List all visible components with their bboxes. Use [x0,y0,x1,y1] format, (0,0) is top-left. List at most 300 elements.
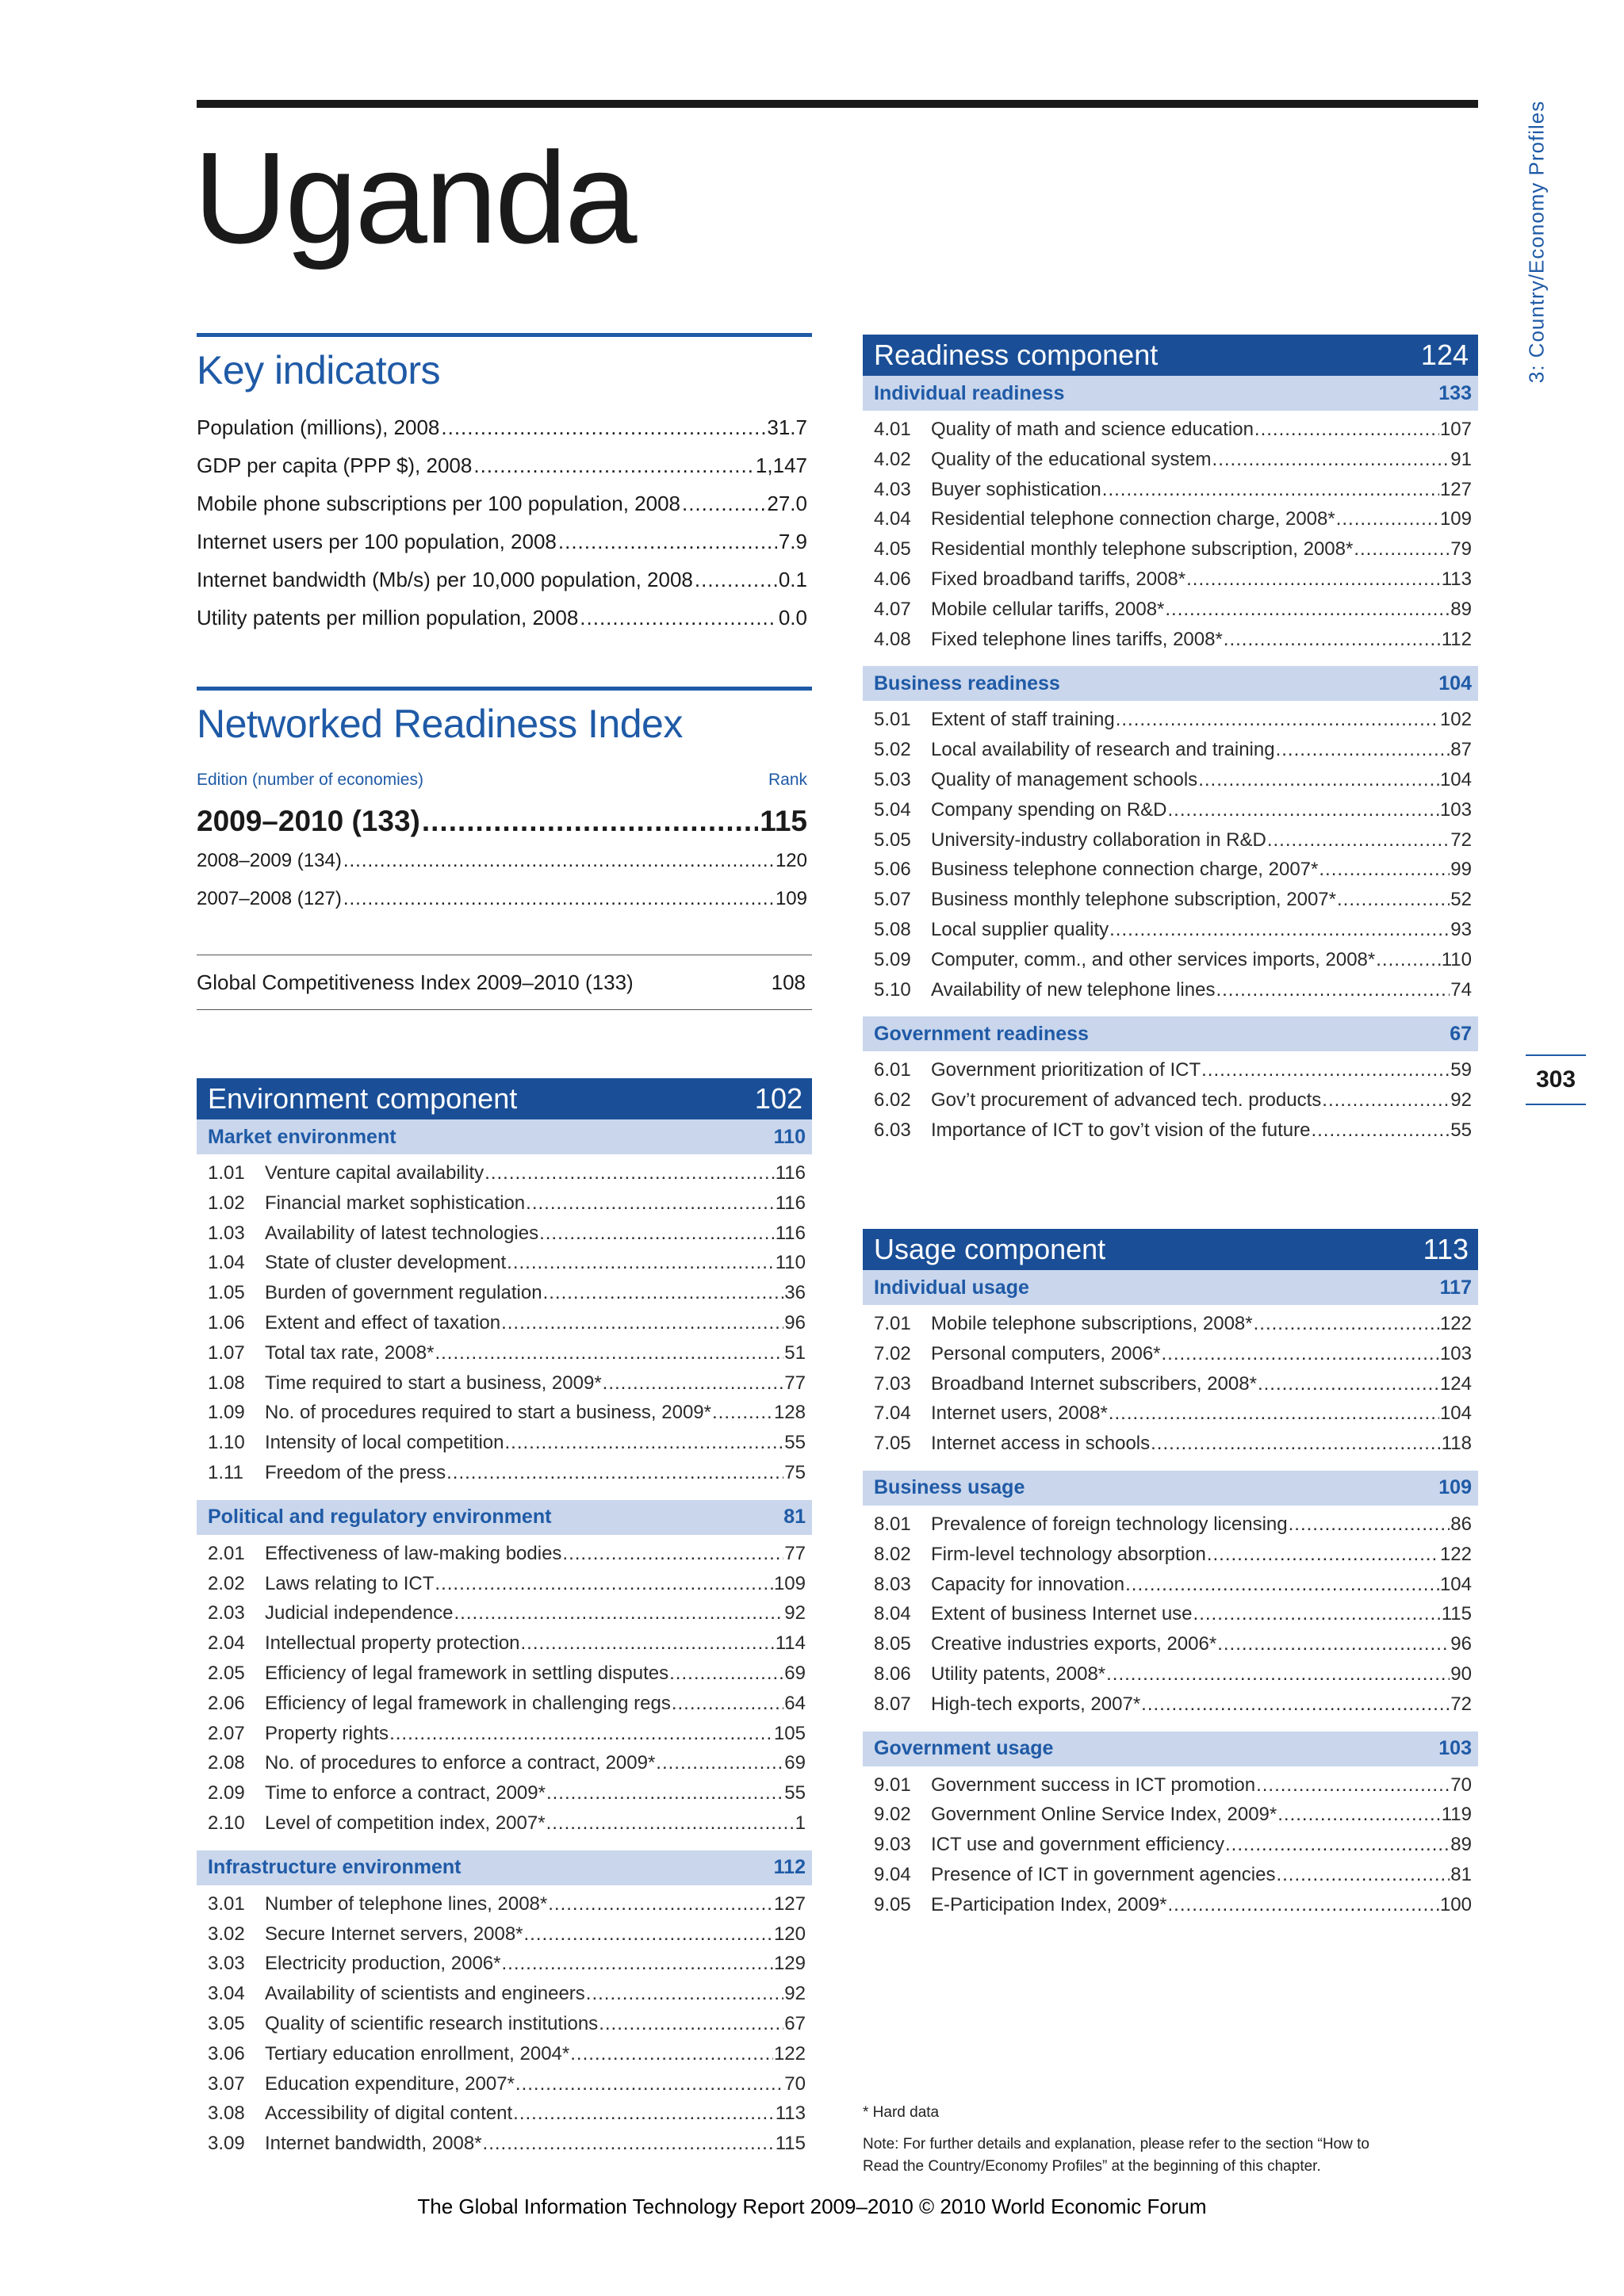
subsection-header [863,666,1478,701]
dot-leader [599,2013,783,2035]
indicator-rank: 72 [1450,1693,1472,1715]
nri-edition-row-label: 2007–2008 (127) [197,888,342,909]
dot-leader [1376,949,1440,971]
usage-component-header [863,1229,1478,1270]
dot-leader [505,1432,784,1454]
subsection-items [863,1051,1478,1157]
indicator-rank: 118 [1441,1433,1472,1455]
dot-leader [1256,1774,1450,1797]
indicator-rank: 92 [784,1983,806,2005]
indicator-rank: 72 [1450,828,1472,851]
page-footer: The Global Information Technology Report 2009–2010 © 2010 World Economic Forum [417,2195,1207,2218]
dot-leader [1322,1089,1450,1112]
dot-leader [1207,1544,1439,1566]
indicator-row [874,449,1472,479]
dot-leader [524,1923,773,1946]
indicator-code: 9.02 [874,1804,911,1826]
subsection-header [863,376,1478,411]
dot-leader [483,2133,775,2155]
indicator-label: Efficiency of legal framework in challenging regs [265,1692,671,1714]
indicator-rank: 59 [1450,1059,1472,1081]
indicator-label: Fixed broadband tariffs, 2008* [931,568,1186,590]
indicator-label: Laws relating to ICT [265,1572,435,1594]
key-indicator-row [197,415,807,453]
indicator-row [874,1603,1472,1633]
dot-leader [1168,1894,1439,1916]
indicator-label: Extent and effect of taxation [265,1311,501,1334]
indicator-rank: 64 [784,1692,806,1714]
indicator-code: 2.01 [208,1542,245,1564]
indicator-row [874,1834,1472,1864]
indicator-rank: 100 [1439,1893,1472,1915]
indicator-code: 1.11 [208,1461,243,1483]
indicator-row [874,1089,1472,1119]
indicator-row [208,1543,806,1573]
indicator-rank: 87 [1450,739,1472,761]
nri-title: Networked Readiness Index [197,702,683,746]
indicator-label: Availability of latest technologies [265,1222,539,1244]
indicator-code: 2.03 [208,1602,245,1624]
indicator-code: 8.07 [874,1693,911,1715]
indicator-rank: 102 [1439,709,1472,731]
indicator-row [208,1983,806,2013]
dot-leader [1336,508,1439,530]
subsection-items [863,1506,1478,1732]
readiness-component [863,335,1478,1158]
indicator-row [874,799,1472,829]
indicator-label: Quality of the educational system [931,448,1212,470]
dot-leader [570,2043,773,2065]
key-indicator-row-value: 0.0 [778,606,807,629]
indicator-label: Total tax rate, 2008* [265,1341,435,1364]
indicator-label: Government success in ICT promotion [931,1774,1256,1796]
key-indicator-row-value: 1,147 [755,453,807,477]
indicator-rank: 52 [1450,889,1472,911]
subsection-items [863,411,1478,666]
key-indicator-row-label: Internet bandwidth (Mb/s) per 10,000 population, 2008 [197,568,693,591]
component-rank: 102 [754,1082,802,1115]
indicator-label: Broadband Internet subscribers, 2008* [931,1372,1257,1395]
gci-value: 108 [771,970,806,994]
indicator-row [208,1312,806,1342]
dot-leader [1277,1804,1440,1826]
dot-leader [1186,568,1441,591]
indicator-row [208,2013,806,2043]
indicator-code: 5.06 [874,859,911,881]
dot-leader [1337,889,1450,911]
indicator-code: 4.07 [874,598,911,620]
dot-leader [513,2103,775,2125]
indicator-row [208,1923,806,1954]
indicator-code: 4.04 [874,508,911,530]
dot-leader [435,1573,773,1595]
indicator-rank: 91 [1450,448,1472,470]
indicator-label: No. of procedures required to start a business, 2009* [265,1402,711,1424]
indicator-rank: 116 [775,1192,806,1214]
indicator-row [874,1433,1472,1463]
indicator-label: Internet users, 2008* [931,1402,1108,1425]
indicator-label: E-Participation Index, 2009* [931,1893,1167,1915]
dot-leader [1109,919,1450,941]
key-indicator-row [197,453,807,492]
indicator-row [874,1693,1472,1724]
indicator-row [208,1893,806,1923]
rank-label: Rank [768,771,807,789]
indicator-label: Time required to start a business, 2009* [265,1372,602,1394]
subsection-title: Government usage [874,1737,1054,1760]
indicator-rank: 92 [1450,1089,1472,1112]
dot-leader [695,568,777,592]
dot-leader [586,1983,784,2005]
dot-leader [543,1282,784,1304]
indicator-rank: 36 [784,1282,806,1304]
indicator-rank: 86 [1450,1513,1472,1535]
indicator-row [874,1402,1472,1433]
indicator-label: Internet bandwidth, 2008* [265,2133,482,2155]
gci-row [197,955,812,1010]
indicator-row [874,1574,1472,1604]
dot-leader [1216,979,1450,1001]
indicator-label: Electricity production, 2006* [265,1953,501,1975]
indicator-label: Buyer sophistication [931,478,1101,500]
indicator-code: 4.03 [874,478,911,500]
indicator-code: 8.01 [874,1513,911,1535]
subsection-rank: 67 [1450,1022,1472,1045]
indicator-row [874,829,1472,859]
dot-leader [507,1252,775,1274]
subsection-rank: 133 [1438,381,1472,404]
indicator-label: Local availability of research and training [931,739,1275,761]
indicator-rank: 89 [1450,598,1472,620]
indicator-label: Business telephone connection charge, 2007* [931,859,1319,881]
dot-leader [562,1543,783,1565]
dot-leader [343,888,774,910]
dot-leader [1224,629,1441,651]
top-rule [197,100,1478,108]
indicator-row [208,1282,806,1312]
indicator-label: Gov’t procurement of advanced tech. products [931,1089,1322,1112]
dot-leader [546,1812,795,1835]
dot-leader [441,415,765,440]
indicator-rank: 75 [784,1461,806,1483]
indicator-label: Intellectual property protection [265,1632,520,1655]
indicator-row [208,1402,806,1432]
dot-leader [669,1663,783,1685]
indicator-label: Quality of management schools [931,768,1198,790]
indicator-label: Utility patents, 2008* [931,1663,1106,1685]
indicator-label: Secure Internet servers, 2008* [265,1923,523,1945]
indicator-row [208,1723,806,1753]
side-tab [1521,95,1553,388]
nri-rule [197,687,812,691]
indicator-label: Judicial independence [265,1602,454,1624]
indicator-row [874,739,1472,769]
key-indicator-row-label: Internet users per 100 population, 2008 [197,530,557,553]
indicator-row [874,1663,1472,1693]
indicator-rank: 110 [1441,948,1472,970]
indicator-label: Intensity of local competition [265,1432,504,1454]
usage-component [863,1229,1478,1932]
indicator-row [208,1432,806,1462]
readiness-component-header [863,335,1478,376]
dot-leader [435,1342,783,1364]
hard-data-note: * Hard data [863,2104,940,2121]
indicator-code: 2.05 [208,1662,245,1684]
key-indicator-row-value: 7.9 [778,530,807,553]
indicator-row [874,949,1472,979]
indicator-code: 6.02 [874,1089,911,1112]
component-rank: 124 [1420,339,1469,371]
indicator-code: 1.07 [208,1341,245,1364]
indicator-row [874,419,1472,449]
dot-leader [485,1162,775,1184]
dot-leader [1354,538,1450,561]
indicator-code: 1.08 [208,1372,245,1394]
indicator-code: 3.09 [208,2133,245,2155]
indicator-rank: 128 [773,1402,806,1424]
key-indicator-row-value: 31.7 [767,415,807,439]
indicator-rank: 99 [1450,859,1472,881]
key-indicator-row-value: 0.1 [778,568,807,591]
subsection-title: Individual readiness [874,381,1065,404]
indicator-rank: 113 [1441,568,1472,590]
indicator-rank: 96 [784,1311,806,1334]
note-line-2: Read the Country/Economy Profiles” at the beginning of this chapter. [863,2158,1321,2175]
indicator-row [208,1693,806,1723]
indicator-code: 4.05 [874,538,911,561]
nri-edition-row-value: 109 [775,888,807,909]
dot-leader [603,1372,784,1395]
indicator-label: Burden of government regulation [265,1282,542,1304]
dot-leader [1254,1313,1439,1335]
dot-leader [1217,1633,1450,1655]
indicator-row [874,919,1472,949]
indicator-code: 5.08 [874,918,911,940]
dot-leader [1125,1574,1439,1596]
indicator-label: No. of procedures to enforce a contract, 2009* [265,1752,656,1774]
indicator-rank: 81 [1450,1863,1472,1885]
nri-main-value: 115 [760,805,807,837]
indicator-label: High-tech exports, 2007* [931,1693,1141,1715]
indicator-row [874,1119,1472,1150]
indicator-code: 3.08 [208,2103,245,2125]
environment-component-header [197,1078,812,1119]
indicator-code: 5.10 [874,978,911,1001]
dot-leader [539,1223,775,1245]
dot-leader [712,1402,773,1424]
key-indicator-row [197,568,807,606]
key-indicators-title: Key indicators [197,348,441,392]
indicator-rank: 70 [784,2072,806,2095]
indicator-code: 4.08 [874,628,911,650]
dot-leader [1276,739,1450,761]
indicator-rank: 69 [784,1662,806,1684]
indicator-rank: 115 [1441,1603,1472,1625]
indicator-rank: 70 [1450,1774,1472,1796]
page-title: Uganda [193,125,635,270]
indicator-code: 1.10 [208,1432,245,1454]
indicator-rank: 119 [1441,1804,1472,1826]
dot-leader [1109,1402,1439,1425]
dot-leader [446,1462,783,1484]
key-indicators-list [197,415,807,644]
indicator-code: 5.05 [874,828,911,851]
nri-column-header [197,771,807,790]
indicator-label: Company spending on R&D [931,798,1167,821]
indicator-rank: 120 [773,1923,806,1945]
indicator-row [874,979,1472,1009]
indicator-label: Prevalence of foreign technology licensing [931,1513,1288,1535]
dot-leader [521,1632,775,1655]
subsection-title: Infrastructure environment [208,1856,462,1879]
dot-leader [1162,1343,1439,1365]
indicator-row [874,1633,1472,1663]
dot-leader [501,1312,783,1334]
indicator-code: 1.06 [208,1311,245,1334]
indicator-label: Mobile telephone subscriptions, 2008* [931,1313,1253,1334]
subsection-title: Political and regulatory environment [208,1506,552,1529]
indicator-rank: 92 [784,1602,806,1624]
indicator-rank: 1 [795,1812,806,1834]
subsection-header [197,1119,812,1154]
indicator-rank: 79 [1450,538,1472,561]
indicator-rank: 90 [1450,1663,1472,1685]
subsection-items [197,1885,812,2171]
indicator-label: Quality of scientific research institutions [265,2012,599,2034]
indicator-rank: 104 [1439,768,1472,790]
subsection-rank: 117 [1439,1276,1472,1299]
indicator-code: 2.07 [208,1722,245,1744]
key-indicator-row [197,530,807,568]
gci-label: Global Competitiveness Index 2009–2010 (133) [197,970,634,994]
indicator-row [208,1462,806,1492]
dot-leader [389,1723,773,1745]
indicator-code: 2.09 [208,1782,245,1804]
indicator-row [208,1372,806,1402]
side-tab-label: 3: Country/Economy Profiles [1524,100,1549,384]
indicator-rank: 122 [773,2042,806,2064]
indicator-code: 9.04 [874,1863,911,1885]
dot-leader [454,1602,784,1624]
subsection-header [197,1850,812,1885]
indicator-label: Venture capital availability [265,1162,485,1184]
component-title: Environment component [208,1082,518,1115]
indicator-rank: 89 [1450,1834,1472,1856]
indicator-rank: 51 [784,1341,806,1364]
indicator-code: 4.02 [874,448,911,470]
indicator-label: Government Online Service Index, 2009* [931,1804,1277,1826]
indicator-code: 2.10 [208,1812,245,1834]
subsection-header [197,1500,812,1535]
dot-leader [1276,1864,1450,1886]
indicator-rank: 127 [773,1892,806,1915]
subsection-items [863,1766,1478,1932]
indicator-code: 1.01 [208,1162,245,1184]
indicator-code: 5.07 [874,889,911,911]
indicator-code: 3.05 [208,2012,245,2034]
indicator-label: Freedom of the press [265,1461,446,1483]
indicator-row [874,1544,1472,1574]
indicator-rank: 114 [775,1632,806,1655]
indicator-rank: 129 [773,1953,806,1975]
subsection-title: Individual usage [874,1276,1029,1299]
subsection-title: Market environment [208,1125,396,1148]
indicator-code: 2.08 [208,1752,245,1774]
component-title: Readiness component [874,339,1159,371]
dot-leader [1106,1663,1450,1686]
indicator-code: 1.05 [208,1282,245,1304]
indicator-row [874,1774,1472,1804]
indicator-code: 8.02 [874,1543,911,1565]
indicator-row [874,1059,1472,1089]
indicator-code: 1.09 [208,1402,245,1424]
indicator-label: Extent of business Internet use [931,1603,1193,1625]
dot-leader [1212,449,1450,471]
indicator-label: Residential telephone connection charge, 2008* [931,508,1335,530]
page-number: 303 [1526,1054,1586,1105]
indicator-rank: 122 [1439,1313,1472,1334]
subsection-rank: 81 [783,1506,806,1529]
indicator-row [874,629,1472,659]
dot-leader [343,850,774,872]
indicator-code: 4.01 [874,419,911,440]
indicator-code: 5.01 [874,709,911,731]
dot-leader [1267,829,1450,851]
nri-edition-row-label: 2008–2009 (134) [197,850,342,871]
nri-edition-row [197,888,807,926]
indicator-code: 3.02 [208,1923,245,1945]
indicator-code: 2.04 [208,1632,245,1655]
indicator-code: 7.04 [874,1402,911,1425]
indicator-row [208,1953,806,1983]
indicator-row [874,1864,1472,1894]
indicator-code: 5.03 [874,768,911,790]
indicator-row [208,2133,806,2163]
dot-leader [1311,1119,1450,1142]
indicator-rank: 55 [784,1782,806,1804]
indicator-rank: 109 [773,1572,806,1594]
indicator-label: Capacity for innovation [931,1573,1125,1595]
indicator-code: 1.03 [208,1222,245,1244]
indicator-row [874,568,1472,599]
indicator-code: 9.05 [874,1893,911,1915]
indicator-code: 8.03 [874,1573,911,1595]
indicator-rank: 116 [775,1162,806,1184]
indicator-code: 3.01 [208,1892,245,1915]
dot-leader [1102,479,1439,501]
indicator-rank: 124 [1439,1372,1472,1395]
indicator-label: Business monthly telephone subscription, 2007* [931,889,1336,911]
subsection-title: Government readiness [874,1022,1089,1045]
indicator-label: Quality of math and science education [931,419,1254,440]
indicator-label: Residential monthly telephone subscription, 2008* [931,538,1354,561]
indicator-row [208,2103,806,2133]
indicator-code: 7.03 [874,1372,911,1395]
indicator-rank: 93 [1450,918,1472,940]
subsection-items [863,1305,1478,1471]
subsection-items [863,701,1478,1016]
indicator-row [208,1632,806,1663]
indicator-row [874,1373,1472,1403]
indicator-label: University-industry collaboration in R&D [931,828,1266,851]
dot-leader [548,1893,773,1915]
indicator-label: Education expenditure, 2007* [265,2072,515,2095]
indicator-row [208,1573,806,1603]
indicator-label: Extent of staff training [931,709,1115,731]
subsection-header [863,1270,1478,1305]
indicator-row [874,1513,1472,1544]
dot-leader [1198,769,1439,791]
